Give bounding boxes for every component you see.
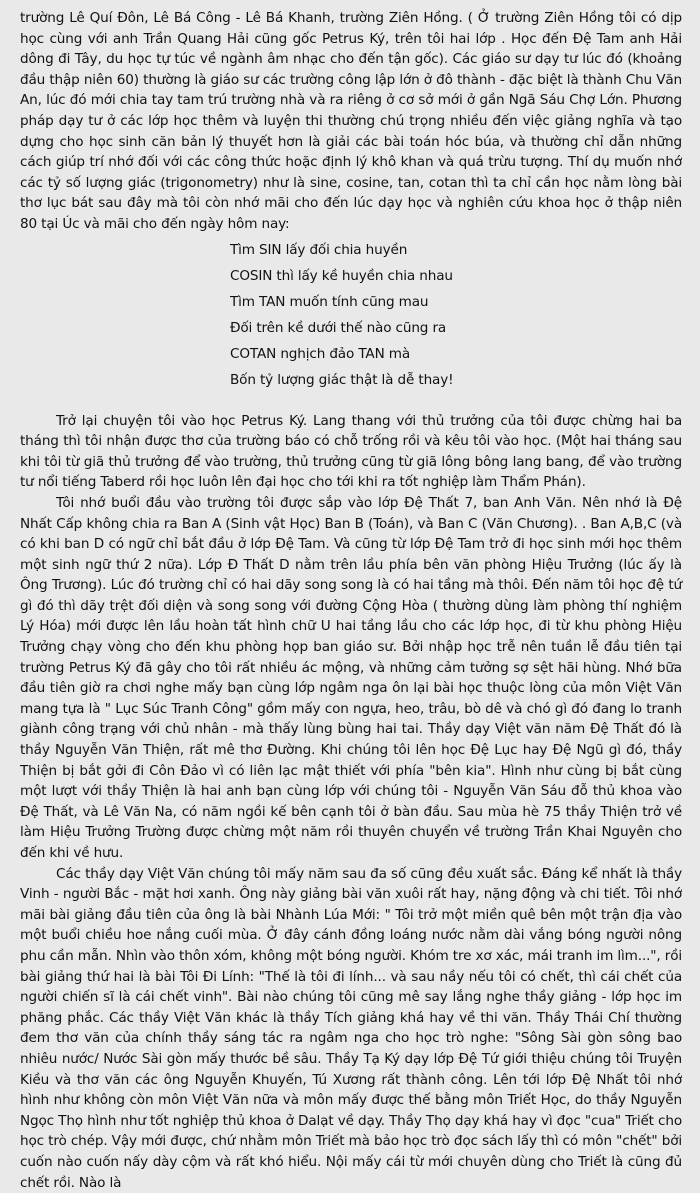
trigonometry-poem	[230, 237, 682, 393]
poem-line: Bốn tỷ lượng giác thật là dễ thay!	[230, 371, 454, 388]
poem-line: Đối trên kề dưới thế nào cũng ra	[230, 319, 447, 336]
poem-line: Tìm TAN muốn tính cũng mau	[230, 293, 429, 310]
poem-line: COSIN thì lấy kề huyền chia nhau	[230, 267, 453, 284]
paragraph-intro: trường Lê Quí Đôn, Lê Bá Công - Lê Bá Khanh, trường Ziên Hồng. ( Ở trường Ziên Hồng tôi có dịp học cùng với anh Trần Quang Hải cũng gốc Petrus Ký, trên tôi hai lớp . Học đến Đệ Tam anh Hải dông đi Tây, du học tự túc về ngành âm nhạc cho đến tận gốc). Các giáo sư dạy tư lúc đó (khoảng đầu thập niên 60) thường là giáo sư các trường công lập lớn ở đô thành - đặc biệt là thành Chu Văn An, lúc đó mới chia tay tam trú trường nhà và ra riêng ở cơ sở mới ở gần Ngã Sáu Chợ Lớn. Phương pháp dạy tư ở các lớp học thêm và luyện thi thường chú trọng nhiều đến việc giảng nghĩa và tạo dựng cho học sinh căn bản lý thuyết hơn là giải các bài toán hóc búa, và thường chỉ dẫn những cách giúp trí nhớ đối với các công thức hoặc định lý khô khan và quá trừu tượng. Thí dụ muốn nhớ các tỷ số lượng giác (trigonometry) như là sine, cosine, tan, cotan thì ta chỉ cần học nằm lòng bài thơ lục bát sau đây mà tôi còn nhớ mãi cho đến lúc dạy học và nghiên cứu khoa học ở thập niên 80 tại Úc và mãi cho đến ngày hôm nay:	[20, 10, 682, 232]
paragraph-literature-teachers: Các thầy dạy Việt Văn chúng tôi mấy năm sau đa số cũng đều xuất sắc. Đáng kể nhất là thầy Vinh - người Bắc - mặt hơi xanh. Ông này giảng bài văn xuôi rất hay, nặng động và chi tiết. Tôi nhớ mãi bài giảng đầu tiên của ông là bài Nhành Lúa Mới: " Tôi trở một miền quê bên một trận địa vào một buổi chiều hoe nắng cuối mùa. Ở đây cánh đồng loáng nước nằm dài vắng bóng người nông phu cần mẫn. Nhìn vào thôn xóm, không một bóng người. Khóm tre xơ xác, mái tranh im lìm...", rồi bài giảng thứ hai là bài Tôi Đi Lính: "Thế là tôi đi lính... và sau nầy nếu tôi có chết, thì cái chết của người chiến sĩ là cái chết vinh". Bài nào chúng tôi cũng mê say lắng nghe thầy giảng - lớp học im phăng phắc. Các thầy Việt Văn khác là thầy Tích giảng khá hay về thi văn. Thầy Thái Chí thường đem thơ văn của chính thầy sáng tác ra ngâm nga cho học trò nghe: "Sông Sài gòn sông bao nhiêu nước/ Nước Sài gòn mấy thước bề sâu. Thầy Tạ Ký dạy lớp Đệ Tứ giới thiệu chúng tôi Truyện Kiều và thơ văn các ông Nguyễn Khuyến, Tú Xương rất thành công. Lên tới lớp Đệ Nhất tôi nhớ hình như không còn môn Việt Văn nữa và môn mấy được thế bằng môn Triết Học, do thầy Nguyễn Ngọc Thọ hình như tốt nghiệp thủ khoa ở Dalạt về dạy. Thầy Thọ dạy khá hay vì đọc "cua" Triết cho học trò chép. Vậy mới được, chứ nhằm môn Triết mà bảo học trò đọc sách lấy thì có môn "chết" bởi cuốn nào cuốn nấy dày cộm và rất khó hiểu. Nội mấy cái từ mới chuyên dùng cho Triết là cũng đủ chết rồi. Nào là	[20, 865, 682, 1191]
poem-line: Tìm SIN lấy đối chia huyền	[230, 241, 408, 258]
paragraph-first-day: Tôi nhớ buổi đầu vào trường tôi được sắp vào lớp Đệ Thất 7, ban Anh Văn. Nên nhớ là Đệ Nhất Cấp không chia ra Ban A (Sinh vật Học) Ban B (Toán), và Ban C (Văn Chương). . Ban A,B,C (và có khi ban D có ngữ chỉ bắt đầu ở lớp Đệ Tam. Và cũng từ lớp Đệ Tam trở đi học sinh mới học thêm một sinh ngữ thứ 2 nữa). Lớp Đ Thất D nằm trên lầu phía bên văn phòng Hiệu Trưởng (lúc ấy là Ông Trương). Lúc đó trường chỉ có hai dãy song song là có hai tầng mà thôi. Đến năm tôi học đệ tứ gì đó thì dãy trệt đối diện và song song với đường Cộng Hòa ( thường dùng làm phòng thí nghiệm Lý Hóa) mới được lên lầu hoàn tất hình chữ U hai tầng lầu cho các lớp học, đi từ khu phòng Hiệu Trưởng chạy vòng cho đến khu phòng họp ban giáo sư. Bởi nhập học trễ nên tuần lễ đầu tiên tại trường Petrus Ký đã gây cho tôi rất nhiều ác mộng, và những cảm tưởng sợ sệt hãi hùng. Nhớ bữa đầu tiên giờ ra chơi nghe mấy bạn cùng lớp ngâm nga ôn lại bài học thuộc lòng của môn Việt Văn mang tựa là " Lục Súc Tranh Công" gồm mấy con ngựa, heo, trâu, bò dê và chó gì đó đang lo tranh giành công trạng với chủ nhân - mà thấy lùng bùng hai tai. Thầy dạy Việt văn năm Đệ Thất đó là thầy Nguyễn Văn Thiện, rất mê thơ Đường. Khi chúng tôi lên học Đệ Lục hay Đệ Ngũ gì đó, thầy Thiện bị bắt gởi đi Côn Đảo vì có liên lạc mật thiết với phía "bên kia". Hình như cùng bị bắt cùng một lượt với thầy Thiện là hai anh bạn cùng lớp với chúng tôi - Nguyễn Văn Sáu đỗ thủ khoa vào Đệ Thất, và Lê Văn Na, có năm ngồi kế bên cạnh tôi ở bàn đầu. Sau mùa hè 75 thầy Thiện trở về làm Hiệu Trưởng Trường được chừng một năm rồi thuyên chuyển về trường Trần Khai Nguyên cho đến khi về hưu.	[20, 494, 682, 861]
poem-line: COTAN nghịch đảo TAN mà	[230, 345, 411, 362]
paragraph-return-petrus-ky: Trở lại chuyện tôi vào học Petrus Ký. Lang thang với thủ trưởng của tôi được chừng hai ba tháng thì tôi nhận được thơ của trường báo có chỗ trống rồi và kêu tôi vào học. (Một hai tháng sau khi tôi từ giã thủ trưởng để vào trường, thủ trưởng cũng từ giã lông bông lang bang, để vào trường tư nổi tiếng Taberd rồi học luôn lên đại học cho tới khi ra tốt nghiệp làm Thẩm Phán).	[20, 412, 682, 491]
